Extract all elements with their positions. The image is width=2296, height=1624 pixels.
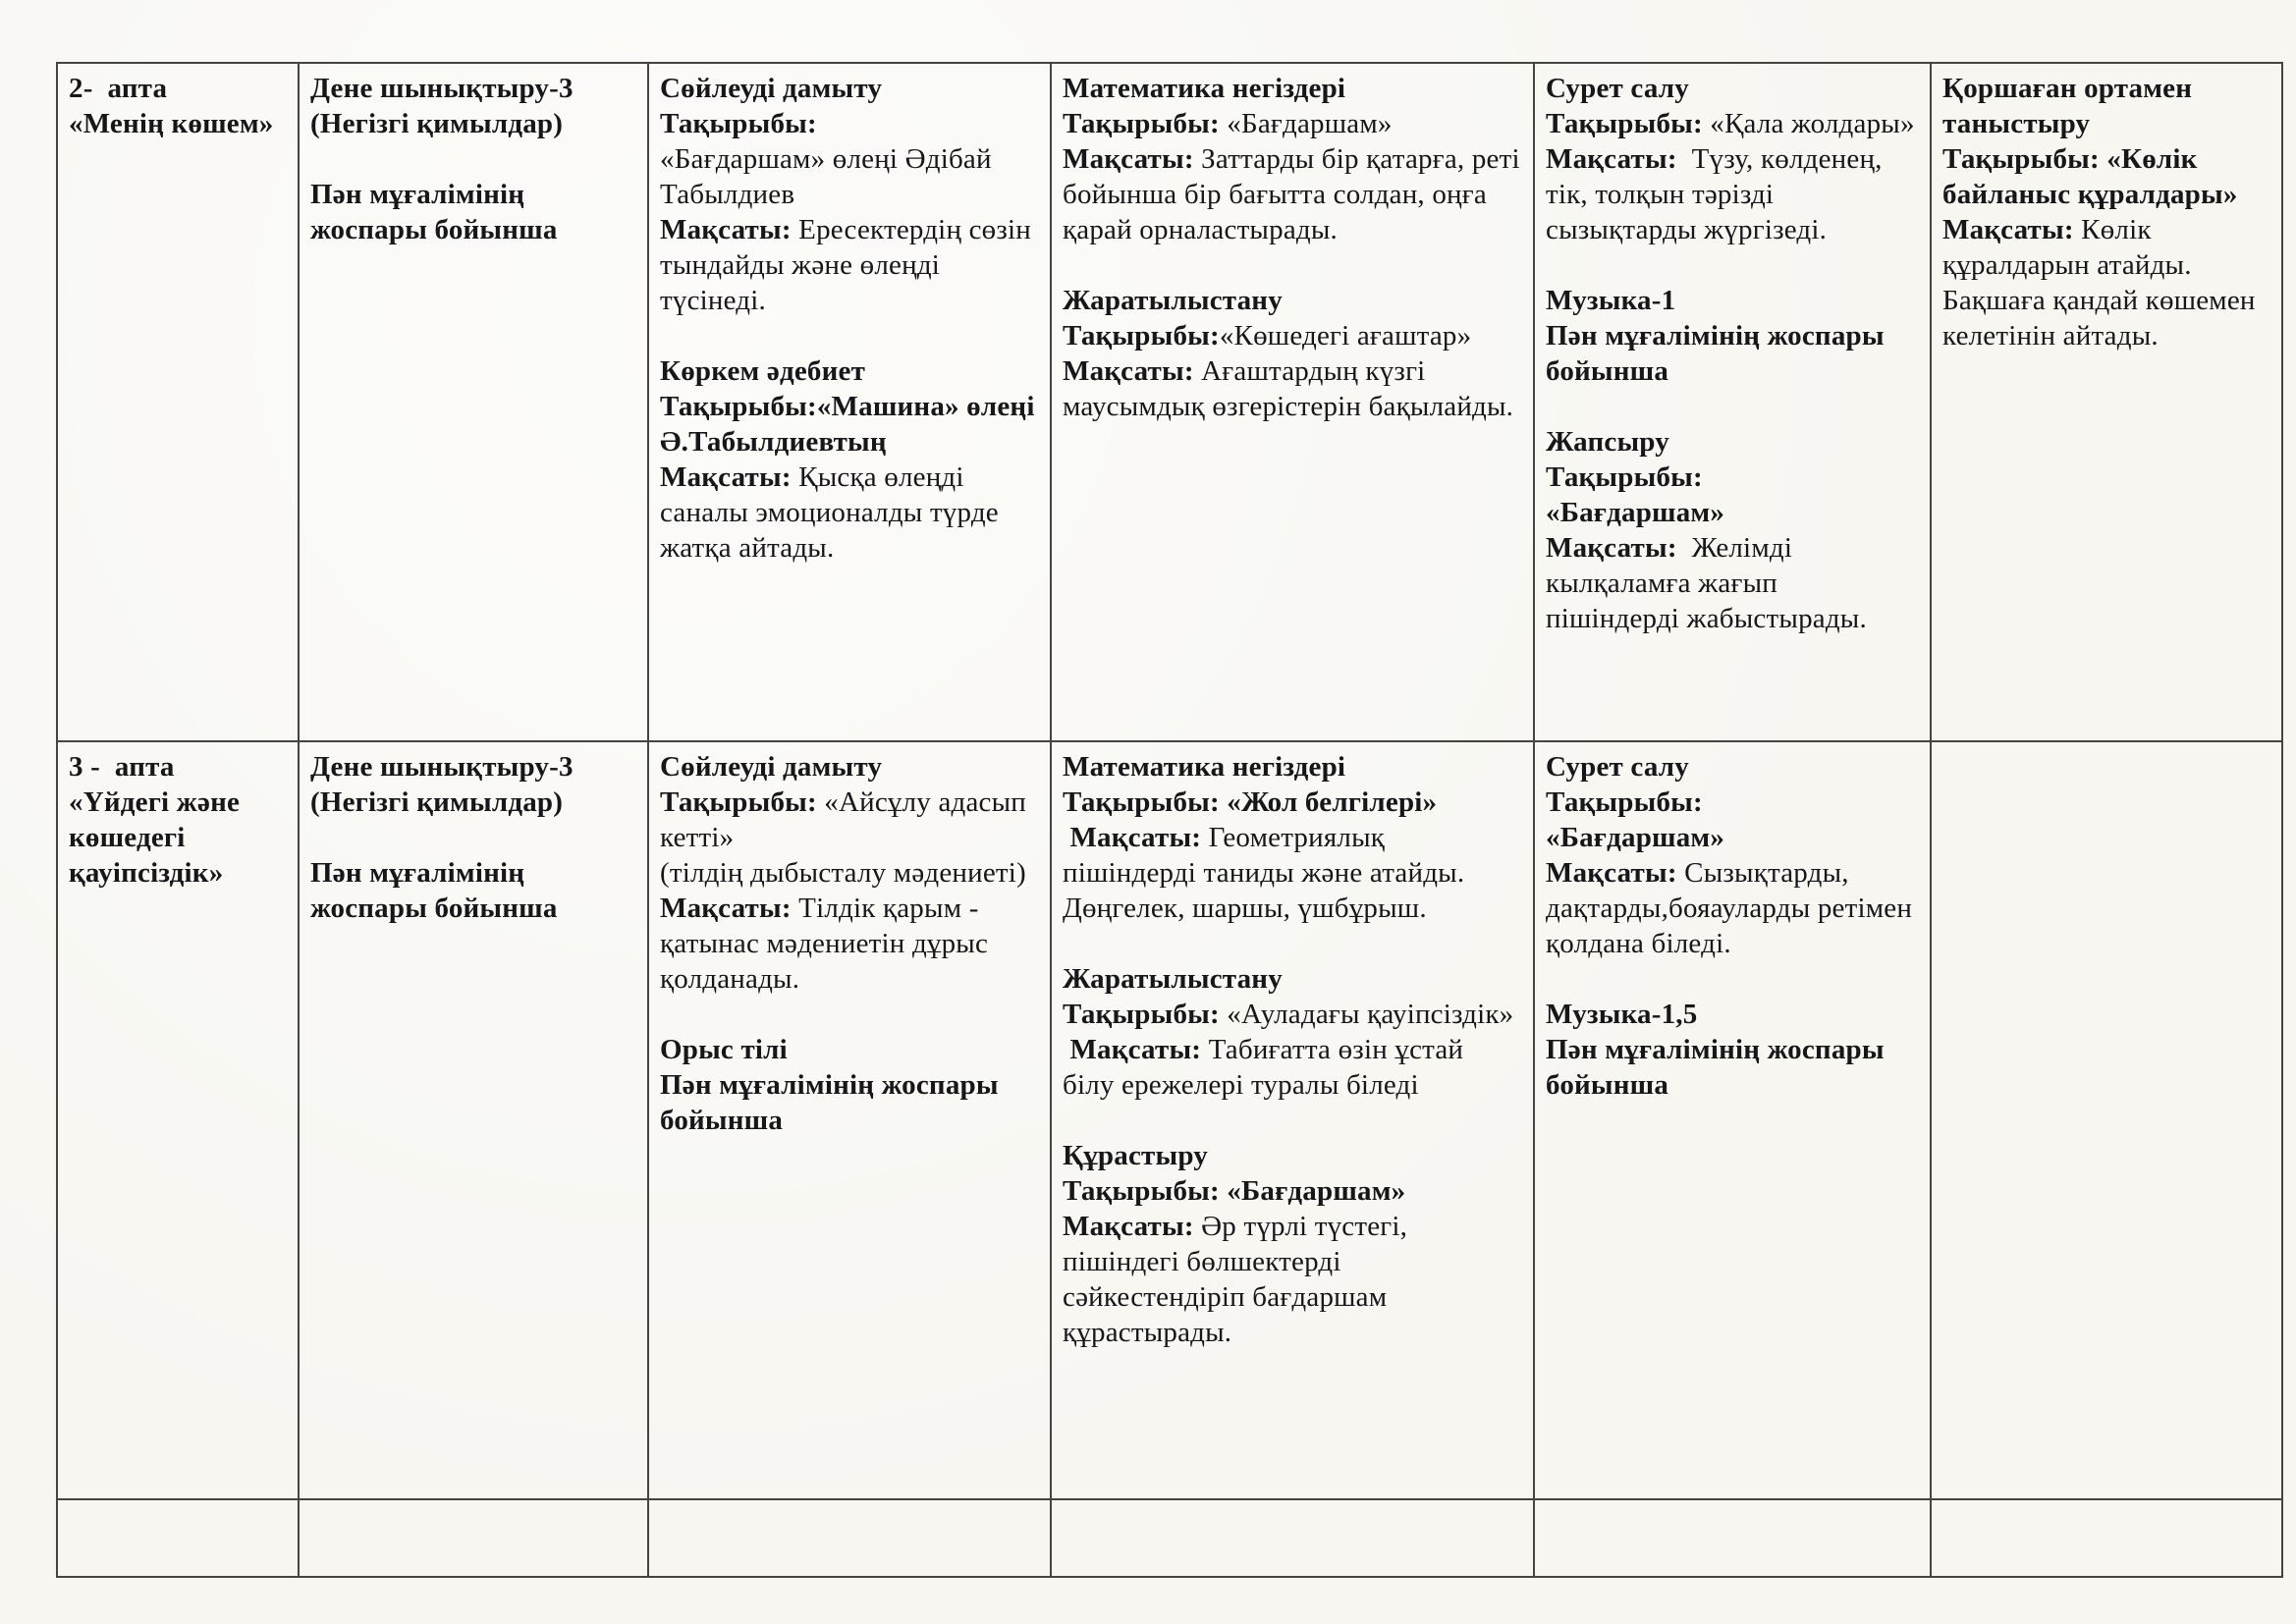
bold-text-run: Сөйлеуді дамыту (660, 751, 883, 783)
table-cell-r2-c4 (1052, 742, 1535, 1500)
bold-text-run: Мақсаты: (1063, 822, 1202, 853)
text-run: Ағаштардың күзгі маусымдық өзгерістерін бақылайды. (1063, 355, 1514, 422)
paragraph (1063, 820, 1521, 926)
paragraph (1063, 1032, 1521, 1103)
paragraph (1546, 318, 1918, 389)
text-run: Түзу, көлденең, тік, толқын тәрізді сызықтарды жүргізеді. (1546, 143, 1890, 245)
paragraph (1063, 106, 1521, 141)
bold-text-run: Көркем әдебиет (660, 355, 866, 387)
paragraph (660, 353, 1038, 389)
paragraph (660, 106, 1038, 141)
paragraph (1063, 785, 1521, 820)
paragraph (660, 1032, 1038, 1067)
bold-text-run: Мақсаты: (660, 461, 792, 493)
bold-text-run: «Үйдегі және көшедегі қауіпсіздік» (69, 786, 247, 889)
lesson-plan-table (56, 62, 2283, 1578)
table-cell-r3-c3 (649, 1500, 1052, 1576)
bold-text-run: Мақсаты: (1063, 1211, 1194, 1242)
paragraph (1063, 749, 1521, 785)
paragraph (1546, 106, 1918, 141)
bold-text-run: Сурет салу (1546, 751, 1689, 783)
bold-text-run: Мақсаты: (660, 214, 792, 245)
bold-text-run: Тақырыбы: (1063, 786, 1220, 818)
table-cell-r1-c2 (300, 64, 649, 742)
paragraph (310, 177, 635, 247)
bold-text-run: Тақырыбы: (1063, 999, 1220, 1030)
bold-text-run: Пән мұғалімінің жоспары бойынша (310, 179, 558, 245)
bold-text-run: Мақсаты: (1063, 355, 1194, 387)
bold-text-run: «Жол белгілері» (1219, 786, 1438, 818)
paragraph (69, 71, 286, 106)
paragraph (1546, 71, 1918, 106)
bold-text-run: Тақырыбы: (660, 786, 817, 818)
paragraph (69, 106, 286, 141)
paragraph (1063, 318, 1521, 353)
paragraph (1546, 820, 1918, 855)
table-cell-r1-c5 (1535, 64, 1932, 742)
bold-text-run: Тақырыбы: (1063, 1175, 1220, 1207)
bold-text-run: Тақырыбы: (1063, 320, 1220, 352)
paragraph (1546, 424, 1918, 460)
bold-text-run: Жаратылыстану (1063, 285, 1283, 316)
text-run: «Ауладағы қауіпсіздік» (1219, 999, 1514, 1030)
bold-text-run: «Менің көшем» (69, 108, 274, 139)
text-run: (тілдің дыбысталу мәдениеті) (660, 857, 1026, 889)
paragraph (1063, 1138, 1521, 1173)
table-cell-r1-c3 (649, 64, 1052, 742)
table-cell-r3-c6 (1932, 1500, 2281, 1576)
text-run: «Көшедегі ағаштар» (1219, 320, 1472, 352)
table-cell-r2-c2 (300, 742, 649, 1500)
paragraph (310, 749, 635, 820)
paragraph (660, 212, 1038, 318)
table-cell-r1-c1 (58, 64, 300, 742)
bold-text-run: Дене шынықтыру-3 (Негізгі қимылдар) (310, 751, 581, 818)
bold-text-run: Тақырыбы: (1942, 143, 2100, 175)
text-run: Тілдік қарым - қатынас мәдениетін дұрыс қолданады. (660, 893, 996, 995)
bold-text-run: Пән мұғалімінің жоспары бойынша (1546, 1034, 1892, 1101)
bold-text-run: «Бағдаршам» (1219, 1175, 1406, 1207)
paragraph (1942, 212, 2269, 353)
paragraph (660, 1067, 1038, 1138)
bold-text-run: 2- апта (69, 73, 168, 104)
paragraph (310, 855, 635, 926)
bold-text-run: Жаратылыстану (1063, 963, 1283, 995)
bold-text-run: Математика негіздері (1063, 751, 1346, 783)
bold-text-run: Тақырыбы: (1546, 461, 1703, 493)
text-run: Табиғатта өзін ұстай білу ережелері туралы біледі (1063, 1034, 1471, 1101)
paragraph (1546, 283, 1918, 318)
paragraph (1546, 495, 1918, 530)
paragraph (69, 749, 286, 785)
paragraph (1546, 855, 1918, 961)
paragraph (660, 855, 1038, 891)
text-run: «Бағдаршам» өлеңі Әдібай Табылдиев (660, 143, 1000, 210)
bold-text-run: Мақсаты: (1942, 214, 2074, 245)
table-cell-r1-c4 (1052, 64, 1535, 742)
text-run: Ересектердің сөзін тындайды және өлеңді түсінеді. (660, 214, 1039, 316)
table-cell-r3-c2 (300, 1500, 649, 1576)
text-run: Көлік құралдарын атайды. Бақшаға қандай көшемен келетінін айтады. (1942, 214, 2264, 352)
paragraph (1942, 71, 2269, 141)
paragraph (660, 389, 1043, 460)
bold-text-run: Сөйлеуді дамыту (660, 73, 883, 104)
paragraph (69, 785, 286, 891)
bold-text-run: Музыка-1 (1546, 285, 1676, 316)
bold-text-run: Құрастыру (1063, 1140, 1208, 1171)
text-run: «Қала жолдары» (1702, 108, 1915, 139)
table-cell-r3-c4 (1052, 1500, 1535, 1576)
bold-text-run: Дене шынықтыру-3 (Негізгі қимылдар) (310, 73, 581, 139)
bold-text-run: Тақырыбы: (1546, 108, 1703, 139)
text-run: Әр түрлі түстегі, пішіндегі бөлшектерді сәйкестендіріп бағдаршам құрастырады. (1063, 1211, 1415, 1348)
paragraph (1942, 141, 2269, 212)
paragraph (1546, 460, 1918, 495)
table-cell-r2-c5 (1535, 742, 1932, 1500)
paragraph (660, 749, 1038, 785)
bold-text-run: Тақырыбы: (1546, 786, 1703, 818)
bold-text-run: Тақырыбы: (660, 108, 817, 139)
bold-text-run: Музыка-1,5 (1546, 999, 1698, 1030)
bold-text-run: Қоршаған ортамен таныстыру (1942, 73, 2200, 139)
paragraph (1063, 1209, 1521, 1350)
text-run: Заттарды бір қатарға, реті бойынша бір бағытта солдан, оңға қарай орналастырады. (1063, 143, 1528, 245)
bold-text-run: Пән мұғалімінің жоспары бойынша (1546, 320, 1892, 387)
table-cell-r2-c1 (58, 742, 300, 1500)
bold-text-run: 3 - апта (69, 751, 175, 783)
paragraph (1546, 749, 1918, 785)
text-run: Геометриялық пішіндерді таниды және атайды. Дөңгелек, шаршы, үшбұрыш. (1063, 822, 1472, 924)
bold-text-run: Пән мұғалімінің жоспары бойынша (310, 857, 558, 924)
bold-text-run: Сурет салу (1546, 73, 1689, 104)
bold-text-run: Мақсаты: (1063, 1034, 1202, 1065)
bold-text-run: Мақсаты: (1063, 143, 1194, 175)
table-cell-r1-c6 (1932, 64, 2281, 742)
table-cell-r2-c3 (649, 742, 1052, 1500)
text-run: «Бағдаршам» (1219, 108, 1393, 139)
bold-text-run: Мақсаты: (1546, 857, 1677, 889)
bold-text-run: Тақырыбы:«Машина» өлеңі Ә.Табылдиевтың (660, 391, 1043, 458)
paragraph (1063, 353, 1521, 424)
paragraph (660, 71, 1038, 106)
paragraph (660, 891, 1038, 997)
paragraph (1063, 283, 1521, 318)
paragraph (660, 141, 1038, 212)
paragraph (660, 785, 1038, 855)
bold-text-run: Математика негіздері (1063, 73, 1346, 104)
text-run: «Айсұлу адасып кетті» (660, 786, 1034, 853)
table-cell-r3-c1 (58, 1500, 300, 1576)
bold-text-run: Тақырыбы: (1063, 108, 1220, 139)
table-cell-r2-c6 (1932, 742, 2281, 1500)
paragraph (1546, 530, 1918, 636)
paragraph (1063, 961, 1521, 997)
text-run: Желімді кылқаламға жағып пішіндерді жабыстырады. (1546, 532, 1867, 634)
table-cell-r3-c5 (1535, 1500, 1932, 1576)
paragraph (1546, 141, 1918, 247)
bold-text-run: Пән мұғалімінің жоспары бойынша (660, 1069, 1007, 1136)
paragraph (1063, 71, 1521, 106)
paragraph (1546, 785, 1918, 820)
paragraph (1546, 1032, 1918, 1103)
paragraph (660, 460, 1038, 566)
paragraph (1063, 997, 1521, 1032)
text-run: Сызықтарды, дақтарды,бояауларды ретімен қолдана біледі. (1546, 857, 1920, 959)
text-run: Қысқа өлеңді саналы эмоционалды түрде жатқа айтады. (660, 461, 1007, 564)
bold-text-run: «Бағдаршам» (1546, 822, 1725, 853)
bold-text-run: Мақсаты: (1546, 143, 1677, 175)
bold-text-run: Мақсаты: (1546, 532, 1677, 564)
bold-text-run: «Бағдаршам» (1546, 497, 1725, 528)
paragraph (1063, 141, 1528, 247)
paragraph (310, 71, 635, 141)
bold-text-run: «Көлік байланыс құралдары» (1942, 143, 2238, 210)
bold-text-run: Жапсыру (1546, 426, 1669, 458)
bold-text-run: Орыс тілі (660, 1034, 788, 1065)
paragraph (1063, 1173, 1521, 1209)
paragraph (1546, 997, 1918, 1032)
bold-text-run: Мақсаты: (660, 893, 792, 924)
